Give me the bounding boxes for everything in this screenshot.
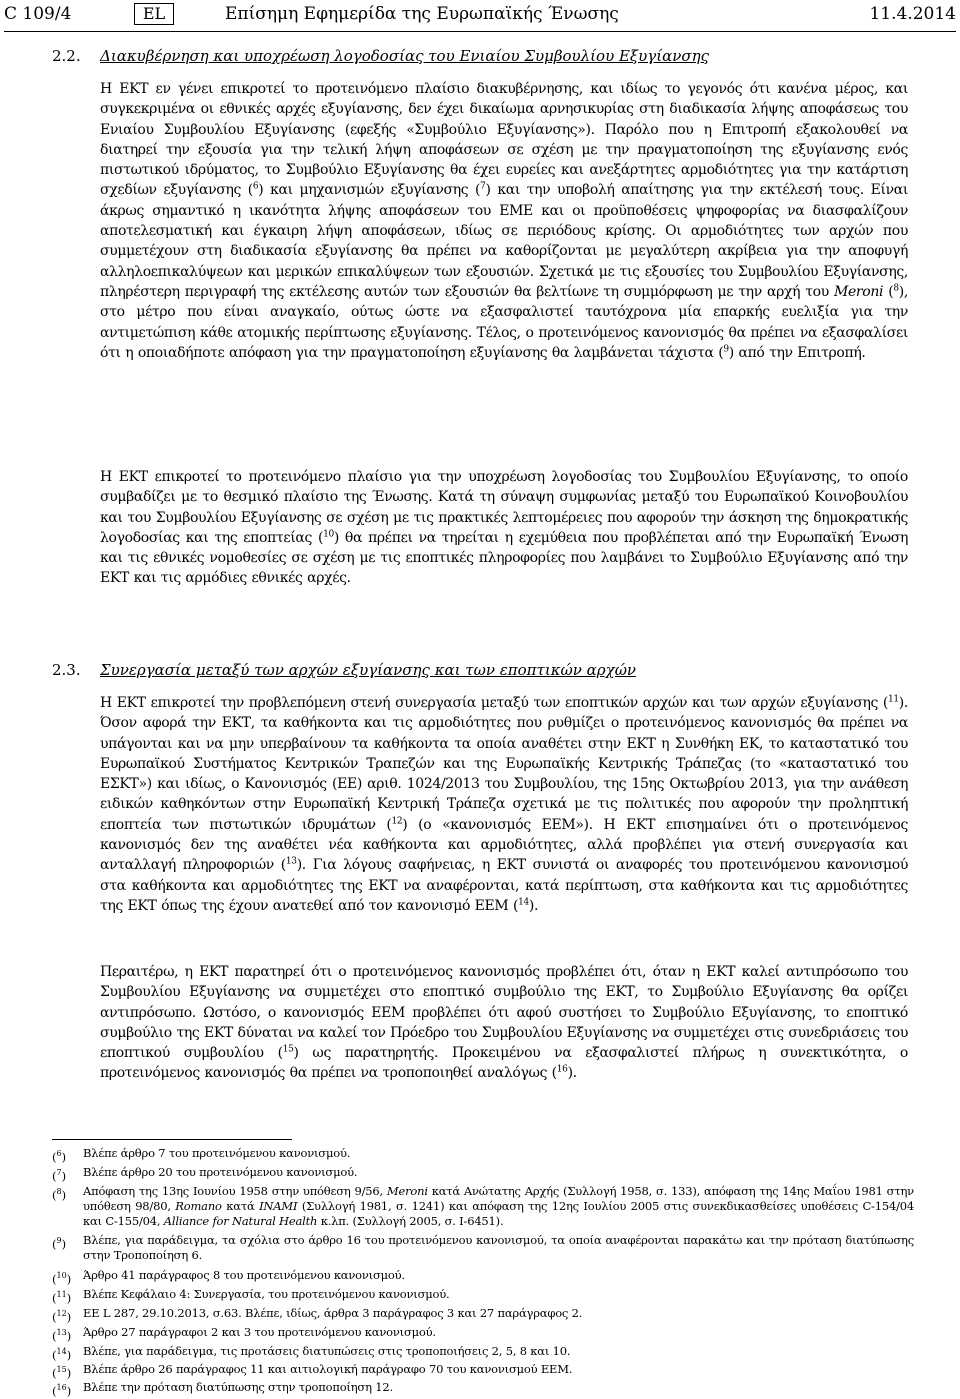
footnote: ($^{10}$) Άρθρο 41 παράγραφος 8 του προτεινόμενου κανονισμού. — [52, 1268, 405, 1286]
footnote-ref[interactable]: 12 — [391, 816, 403, 827]
footnote-ref[interactable]: 15 — [282, 1044, 294, 1055]
footnote-ref[interactable]: 9 — [723, 344, 729, 355]
section-title: Συνεργασία μεταξύ των αρχών εξυγίανσης και των εποπτικών αρχών — [100, 661, 637, 679]
footnote-ref[interactable]: 10 — [323, 529, 334, 540]
footnote-ref[interactable]: 16 — [556, 1064, 568, 1075]
footnote-ref[interactable]: 6 — [252, 181, 259, 192]
paragraph-accountability: Η ΕΚΤ επικροτεί το προτεινόμενο πλαίσιο για την υποχρέωση λογοδοσίας του Συμβουλίου Εξυγίανσης, το οποίο συμβαδίζει με το θεσμικό πλαίσιο της Ένωσης. Κατά τη σύναψη συμφωνίας μεταξύ του Ευρωπαϊκού Κοινοβουλίου και του Συμβουλίου Εξυγίανσης σε σχέση με τις πρακτικές λεπτομέρειες που αφορούν την άσκηση της δημοκρατικής λογοδοσίας και της εποπτείας ($^{10}$) θα πρέπει να τηρείται η εχεμύθεια που προβλέπεται από την Ευρωπαϊκή Ένωση και τις εθνικές νομοθεσίες σε σχέση με τις εποπτικές πληροφορίες που λαμβάνει το Συμβούλιο Εξυγίανσης από την ΕΚΤ και τις αρμόδιες εθνικές αρχές. — [100, 469, 909, 587]
footnote-ref[interactable]: 7 — [480, 181, 486, 192]
footnote-separator — [52, 1139, 292, 1140]
page-header — [0, 0, 960, 32]
section-number: 2.2. — [52, 47, 81, 65]
language-badge: EL — [134, 3, 174, 25]
footnote-ref[interactable]: 11 — [888, 694, 899, 705]
footnote: ($^{11}$) Βλέπε Κεφάλαιο 4: Συνεργασία, του προτεινόμενου κανονισμού. — [52, 1287, 450, 1305]
footnote: ($^{13}$) Άρθρο 27 παράγραφοι 2 και 3 του προτεινόμενου κανονισμού. — [52, 1325, 436, 1343]
header-rule — [4, 31, 956, 32]
publication-date: 11.4.2014 — [869, 4, 956, 24]
footnote: ($^{16}$) Βλέπε την πρόταση διατύπωσης στην τροποποίηση 12. — [52, 1380, 393, 1398]
footnote: ($^7$) Βλέπε άρθρο 20 του προτεινόμενου κανονισμού. — [52, 1165, 358, 1183]
footnote: ($^{15}$) Βλέπε άρθρο 26 παράγραφος 11 και αιτιολογική παράγραφο 70 του κανονισμού ΕΕΜ. — [52, 1362, 573, 1380]
footnote-ref[interactable]: 13 — [285, 856, 297, 867]
footnote-ref[interactable]: 8 — [893, 283, 899, 294]
section-number: 2.3. — [52, 661, 81, 679]
footnote: ($^9$) Βλέπε, για παράδειγμα, τα σχόλια στο άρθρο 16 του προτεινόμενου κανονισμού, τα οποία αναφέρονται παρακάτω και την πρόταση διατύπωσης στην Τροποποίηση 6. — [52, 1233, 914, 1262]
paragraph-governance: Η ΕΚΤ εν γένει επικροτεί το προτεινόμενο πλαίσιο διακυβέρνησης, και ιδίως το γεγονός ότι κανένα μέρος, και συγκεκριμένα οι εθνικές αρχές εξυγίανσης, δεν έχει δικαίωμα αρνησικυρίας στη διαδικασία λήψης αποφάσεως του Ενιαίου Συμβουλίου Εξυγίανσης (εφεξής «Συμβούλιο Εξυγίανσης»). Παρόλο που η Επιτροπή εξακολουθεί να διατηρεί την εξουσία για την τελική λήψη αποφάσεων σε σχέση με την πραγματοποίηση της εξυγίανσης ενός πιστωτικού ιδρύματος, το Συμβούλιο Εξυγίανσης θα έχει ευρείες και ανεξάρτητες αρμοδιότητες για την κατάρτιση σχεδίων εξυγίανσης ($^6$) και μηχανισμών εξυγίανσης ($^7$) και την υποβολή απαίτησης για την εκτέλεσή τους. Είναι άκρως σημαντικό η ικανότητα λήψης αποφάσεων του ΕΜΕ και οι προϋποθέσεις ψηφοφορίας να διασφαλίζουν αποτελεσματική και έγκαιρη λήψη αποφάσεων, ιδίως σε περιόδους κρίσης. Οι αρμοδιότητες των αρχών που συμμετέχουν στη διαδικασία εξυγίανσης θα πρέπει να καθορίζονται με μεγαλύτερη ακρίβεια για την αποφυγή αλληλοεπικαλύψεων και μερικών επικαλύψεων των εξουσιών. Σχετικά με τις εξουσίες του Συμβουλίου Εξυγίανσης, πληρέστερη περιγραφή της εκτέλεσης αυτών των εξουσιών θα βελτίωνε τη συμμόρφωση με την αρχή του Meroni ($^8$), στο μέτρο που είναι αναγκαίο, ούτως ώστε να εξασφαλιστεί ταυτόχρονα μία επαρκής ευελιξία για την αντιμετώπιση κάθε ατομικής περίπτωσης εξυγίανσης. Τέλος, ο προτεινόμενος κανονισμός θα πρέπει να εξασφαλίσει ότι η οποιαδήποτε απόφαση για την πραγματοποίηση εξυγίανσης θα λαμβάνεται τάχιστα ($^9$) από την Επιτροπή. — [100, 81, 908, 361]
paragraph-cooperation: Η ΕΚΤ επικροτεί την προβλεπόμενη στενή συνεργασία μεταξύ των εποπτικών αρχών και των αρχών εξυγίανσης ($^{11}$). Όσον αφορά την ΕΚΤ, τα καθήκοντα και τις αρμοδιότητες που ρυθμίζει ο προτεινόμενος κανονισμός θα πρέπει να υπάγονται και να μην υπερβαίνουν τα καθήκοντα τα οποία αναθέτει στην ΕΚΤ η Συνθήκη ΕΚ, το καταστατικό του Ευρωπαϊκού Συστήματος Κεντρικών Τραπεζών και της Ευρωπαϊκής Κεντρικής Τράπεζας (το «καταστατικό του ΕΣΚΤ») και ιδίως, ο Κανονισμός (ΕΕ) αριθ. 1024/2013 του Συμβουλίου, της 15ης Οκτωβρίου 2013, για την ανάθεση ειδικών καθηκόντων στην Ευρωπαϊκή Κεντρική Τράπεζα σχετικά με τις πολιτικές που αφορούν την προληπτική εποπτεία των πιστωτικών ιδρυμάτων ($^{12}$) (ο «κανονισμός ΕΕΜ»). Η ΕΚΤ επισημαίνει ότι ο προτεινόμενος κανονισμός δεν της αναθέτει νέα καθήκοντα και αρμοδιότητες, αλλά προβλέπει για στενή συνεργασία και ανταλλαγή πληροφοριών ($^{13}$). Για λόγους σαφήνειας, η ΕΚΤ συνιστά οι αναφορές του προτεινόμενου κανονισμού στα καθήκοντα και αρμοδιότητες της ΕΚΤ να αναφέρονται, κατά περίπτωση, στα καθήκοντα και τις αρμοδιότητες της ΕΚΤ όπως της έχουν ανατεθεί από τον κανονισμό ΕΕΜ ($^{14}$). — [100, 694, 908, 914]
section-title: Διακυβέρνηση και υποχρέωση λογοδοσίας του Ενιαίου Συμβουλίου Εξυγίανσης — [100, 47, 710, 65]
footnote-ref[interactable]: 14 — [518, 897, 529, 908]
footnote: ($^8$) Απόφαση της 13ης Ιουνίου 1958 στην υπόθεση 9/56, Meroni κατά Ανώτατης Αρχής (Συλλογή 1958, σ. 133), απόφαση της 14ης Μαΐου 1981 στην υπόθεση 98/80, Romano κατά INAMI (Συλλογή 1981, σ. 1241) και απόφαση της 12ης Ιουλίου 2005 στις συνεκδικασθείσες υποθέσεις C-154/04 και C-155/04, Alliance for Natural Health κ.λπ. (Συλλογή 2005, σ. I-6451). — [52, 1184, 915, 1228]
footnote: ($^{14}$) Βλέπε, για παράδειγμα, τις προτάσεις διατυπώσεις στις τροποποιήσεις 2, 5, 8 και 10. — [52, 1344, 571, 1362]
journal-title: Επίσημη Εφημερίδα της Ευρωπαϊκής Ένωσης — [225, 4, 619, 24]
footnote: ($^6$) Βλέπε άρθρο 7 του προτεινόμενου κανονισμού. — [52, 1146, 351, 1164]
paragraph-supervisory-board: Περαιτέρω, η ΕΚΤ παρατηρεί ότι ο προτεινόμενος κανονισμός προβλέπει ότι, όταν η ΕΚΤ καλεί αντιπρόσωπο του Συμβουλίου Εξυγίανσης να συμμετέχει στο εποπτικό συμβούλιο της ΕΚΤ, το Συμβούλιο Εξυγίανσης θα ορίζει αντιπρόσωπο. Ωστόσο, ο κανονισμός ΕΕΜ προβλέπει ότι αφού συστήσει το Συμβούλιο Εξυγίανσης, το εποπτικό συμβούλιο της ΕΚΤ δύναται να καλεί τον Πρόεδρο του Συμβουλίου Εξυγίανσης να συμμετέχει στις συνεδριάσεις του εποπτικού συμβουλίου ($^{15}$) ως παρατηρητής. Προκειμένου να εξασφαλιστεί πλήρως η συνεκτικότητα, ο προτεινόμενος κανονισμός θα πρέπει να τροποποιηθεί αναλόγως ($^{16}$). — [100, 964, 908, 1082]
journal-reference: C 109/4 — [4, 4, 72, 24]
footnote: ($^{12}$) ΕΕ L 287, 29.10.2013, σ.63. Βλέπε, ιδίως, άρθρα 3 παράγραφος 3 και 27 παράγραφος 2. — [52, 1306, 583, 1324]
